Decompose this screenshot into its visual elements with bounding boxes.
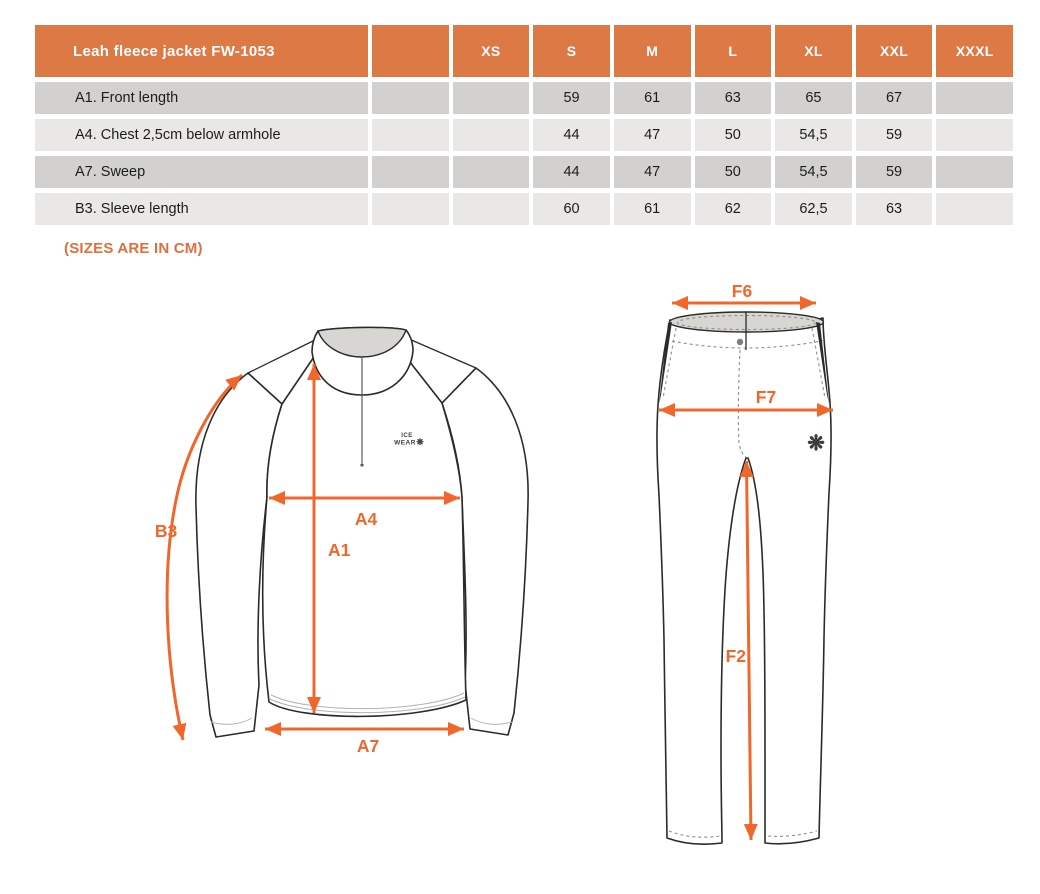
- a1-label: A1: [328, 540, 351, 560]
- f2-inseam-arrow: [747, 461, 752, 840]
- size-value-cell: 61: [614, 82, 691, 114]
- size-value-cell: [453, 156, 530, 188]
- size-value-cell: 63: [695, 82, 772, 114]
- row-label: B3. Sleeve length: [35, 193, 368, 225]
- row-label: A7. Sweep: [35, 156, 368, 188]
- size-value-cell: 59: [533, 82, 610, 114]
- size-value-cell: [453, 193, 530, 225]
- a4-label: A4: [354, 509, 378, 529]
- size-value-cell: 67: [856, 82, 933, 114]
- size-value-cell: 44: [533, 119, 610, 151]
- column-header-xl: XL: [775, 25, 852, 77]
- size-value-cell: 54,5: [775, 156, 852, 188]
- size-table: [35, 25, 1013, 225]
- units-note: (SIZES ARE IN CM): [64, 240, 203, 257]
- size-value-cell: [372, 82, 449, 114]
- size-value-cell: 59: [856, 119, 933, 151]
- pants-diagram: [630, 280, 870, 875]
- size-value-cell: 47: [614, 119, 691, 151]
- size-value-cell: 65: [775, 82, 852, 114]
- column-header-blank: [372, 25, 449, 77]
- f2-label: F2: [725, 646, 746, 666]
- size-value-cell: [936, 82, 1013, 114]
- table-title-cell: Leah fleece jacket FW-1053: [35, 25, 368, 77]
- jacket-diagram: [130, 285, 600, 775]
- size-value-cell: 59: [856, 156, 933, 188]
- size-value-cell: [453, 82, 530, 114]
- column-header-xs: XS: [453, 25, 530, 77]
- size-value-cell: 44: [533, 156, 610, 188]
- pants-waist-button: [737, 339, 743, 345]
- f6-label: F6: [731, 281, 753, 301]
- size-value-cell: 47: [614, 156, 691, 188]
- column-header-xxl: XXL: [856, 25, 933, 77]
- jacket-body: [263, 348, 466, 716]
- column-header-m: M: [614, 25, 691, 77]
- f7-label: F7: [755, 387, 777, 407]
- jacket-logo-text-wear: WEAR: [394, 439, 416, 447]
- size-value-cell: 50: [695, 119, 772, 151]
- pants-snowflake-icon: ❋: [807, 432, 825, 455]
- column-header-xxxl: XXXL: [936, 25, 1013, 77]
- size-value-cell: [453, 119, 530, 151]
- size-value-cell: [372, 193, 449, 225]
- size-value-cell: 50: [695, 156, 772, 188]
- column-header-l: L: [695, 25, 772, 77]
- size-value-cell: [936, 193, 1013, 225]
- size-value-cell: [372, 119, 449, 151]
- size-value-cell: 62,5: [775, 193, 852, 225]
- size-value-cell: 61: [614, 193, 691, 225]
- size-value-cell: [936, 119, 1013, 151]
- row-label: A4. Chest 2,5cm below armhole: [35, 119, 368, 151]
- size-value-cell: 54,5: [775, 119, 852, 151]
- size-value-cell: 60: [533, 193, 610, 225]
- size-value-cell: 63: [856, 193, 933, 225]
- row-label: A1. Front length: [35, 82, 368, 114]
- pants-body: [657, 318, 831, 844]
- column-header-s: S: [533, 25, 610, 77]
- a7-label: A7: [356, 736, 380, 756]
- jacket-logo-text-ice: ICE: [401, 433, 413, 439]
- size-value-cell: [372, 156, 449, 188]
- jacket-logo-snowflake-icon: ❋: [416, 437, 424, 447]
- size-value-cell: [936, 156, 1013, 188]
- b3-label: B3: [154, 521, 178, 541]
- size-value-cell: 62: [695, 193, 772, 225]
